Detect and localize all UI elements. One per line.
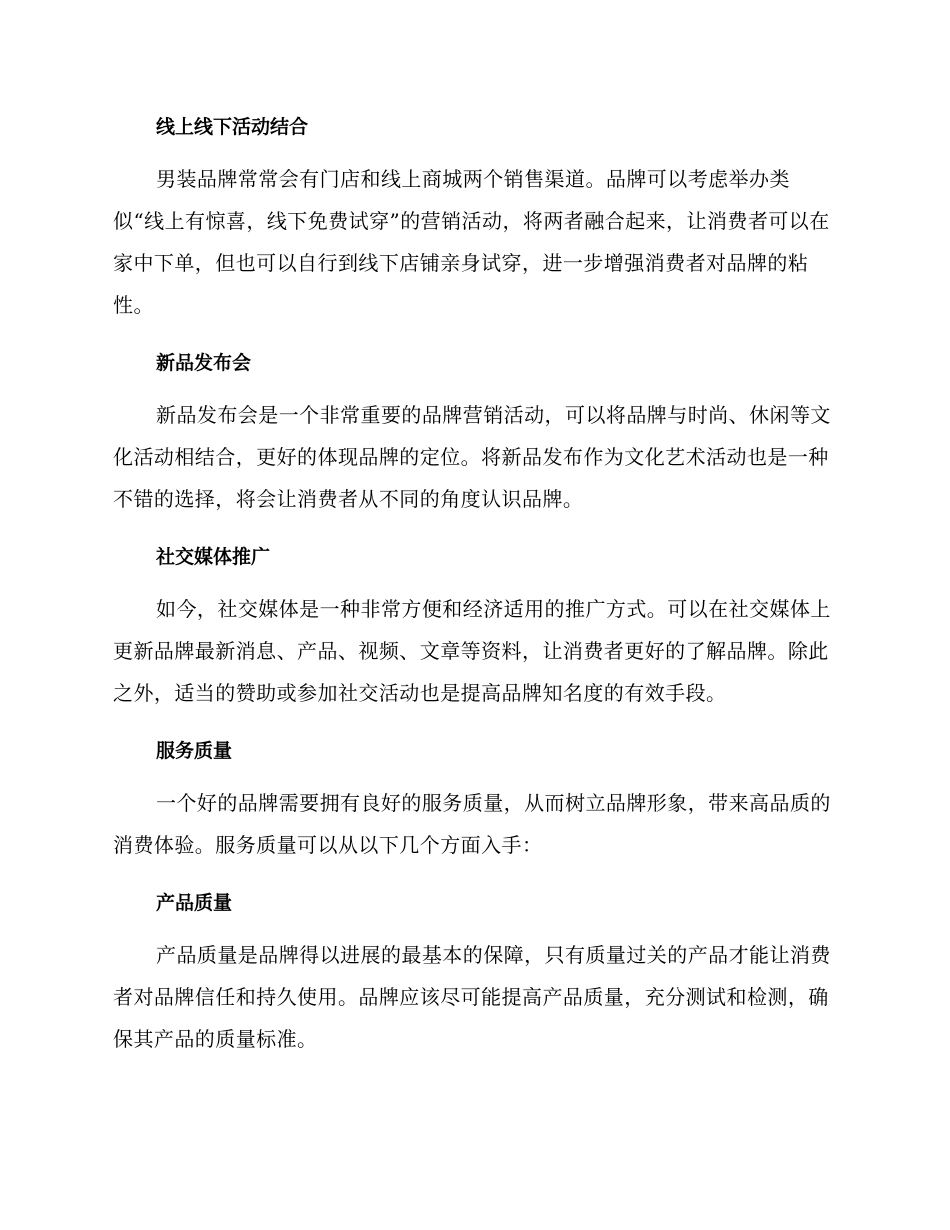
section-paragraph-social-media: 如今，社交媒体是一种非常方便和经济适用的推广方式。可以在社交媒体上更新品牌最新消息、产品、视频、文章等资料，让消费者更好的了解品牌。除此之外，适当的赞助或参加社交活动也是提高品牌知名度的有效手段。	[113, 597, 831, 705]
section-paragraph-online-offline: 男装品牌常常会有门店和线上商城两个销售渠道。品牌可以考虑举办类似“线上有惊喜，线下免费试穿”的营销活动，将两者融合起来，让消费者可以在家中下单，但也可以自行到线下店铺亲身试穿，进一步增强消费者对品牌的粘性。	[113, 167, 830, 317]
section-paragraph-product-quality: 产品质量是品牌得以进展的最基本的保障，只有质量过关的产品才能让消费者对品牌信任和持久使用。品牌应该尽可能提高产品质量，充分测试和检测，确保其产品的质量标准。	[113, 943, 831, 1051]
section-paragraph-product-launch: 新品发布会是一个非常重要的品牌营销活动，可以将品牌与时尚、休闲等文化活动相结合，更好的体现品牌的定位。将新品发布作为文化艺术活动也是一种不错的选择，将会让消费者从不同的角度认识品牌。	[113, 403, 831, 511]
document-page	[113, 108, 833, 1078]
section-heading-social-media: 社交媒体推广	[156, 546, 271, 568]
section-heading-online-offline: 线上线下活动结合	[156, 116, 309, 138]
section-paragraph-service-quality: 一个好的品牌需要拥有良好的服务质量，从而树立品牌形象，带来高品质的消费体验。服务质量可以从以下几个方面入手：	[113, 791, 831, 857]
section-heading-product-quality: 产品质量	[156, 892, 233, 914]
section-heading-product-launch: 新品发布会	[156, 352, 252, 374]
section-heading-service-quality: 服务质量	[156, 740, 233, 762]
